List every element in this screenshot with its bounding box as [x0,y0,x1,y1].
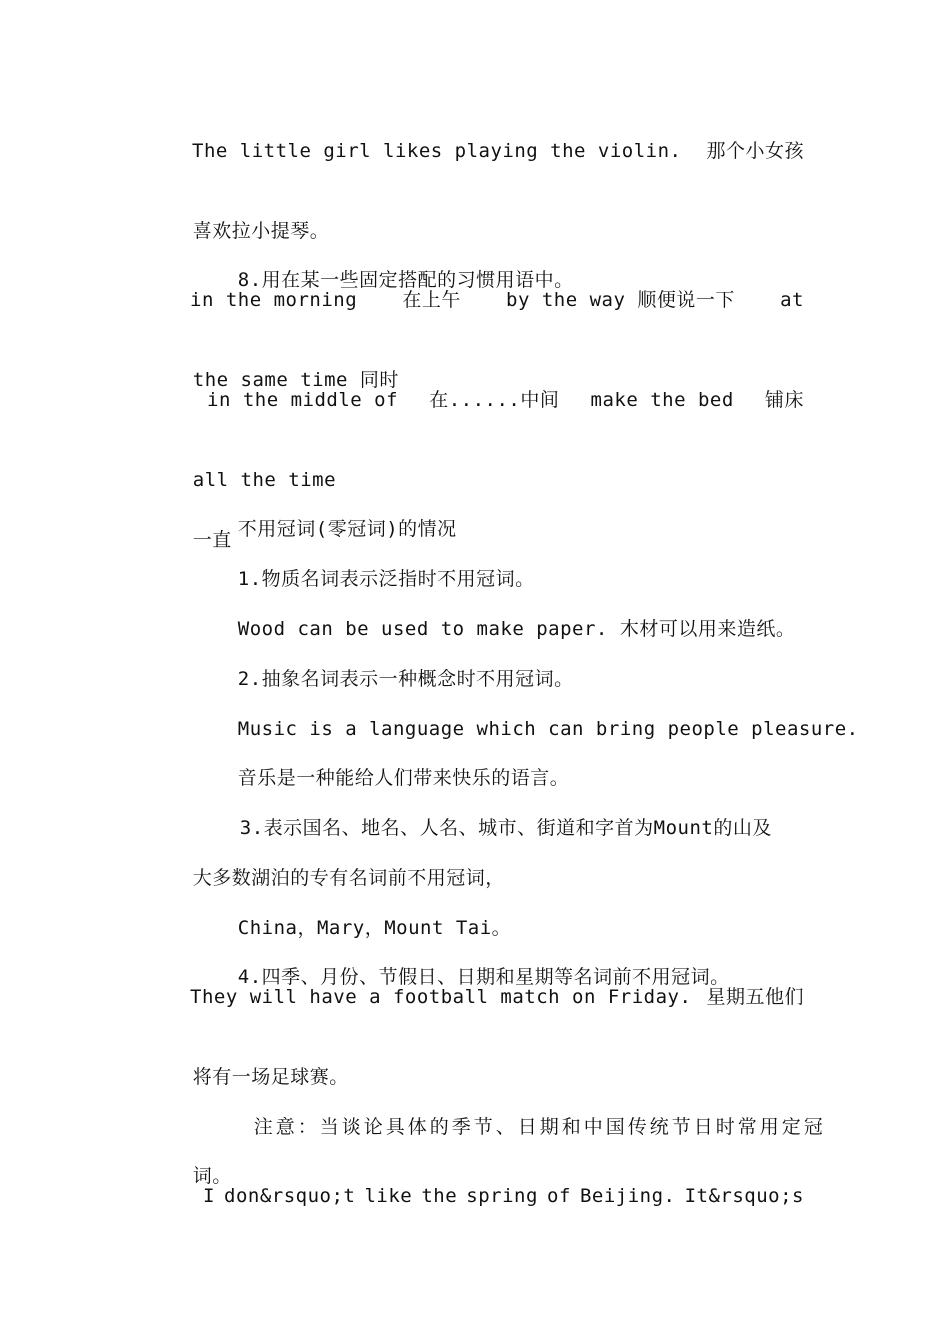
line-segment: 那个小女孩 [706,140,804,162]
line-segment: 1.物质名词表示泛指时不用冠词。 [237,568,535,590]
line-segment: 喜欢拉小提琴。 [192,220,330,242]
line-segment: by the way 顺便说一下 [506,289,735,311]
text-line [190,235,574,291]
line-segment: the [421,1185,458,1207]
line-segment: The little girl likes playing the violin. [192,140,682,162]
text-line [190,982,804,1012]
line-segment: at [780,289,804,311]
text-line [192,136,804,166]
text-line [190,285,804,315]
line-segment: 词。 [192,1165,232,1187]
text-line [190,733,570,789]
text-line [203,1181,804,1211]
text-line [145,833,505,889]
line-segment: the same time 同时 [192,369,399,391]
line-segment: 8.用在某一些固定搭配的习惯用语中。 [237,269,574,291]
line-segment: like [364,1185,413,1207]
text-line [190,584,796,640]
line-segment: 注意：当谈论具体的季节、日期和中国传统节日时常用定冠 [253,1116,826,1138]
line-segment: 一直 [192,529,232,551]
text-line [196,1082,826,1138]
line-segment: 音乐是一种能给人们带来快乐的语言。 [237,767,570,789]
line-segment: in the middle of [207,389,399,411]
line-segment: Beijing. [579,1185,676,1207]
line-segment: 2.抽象名词表示一种概念时不用冠词。 [237,668,574,690]
line-segment: 铺床 [764,389,804,411]
line-segment: 大多数湖泊的专有名词前不用冠词， [192,867,505,889]
line-segment: Music is a language which can bring people pleasure. [237,718,859,740]
text-line [190,634,574,690]
text-line [145,435,337,551]
line-segment: make the bed [590,389,734,411]
line-segment: spring [466,1185,538,1207]
line-segment: in the morning [190,289,358,311]
line-segment: 不用冠词(零冠词)的情况 [237,518,457,540]
text-line [192,783,772,839]
line-segment: Wood can be used to make paper. 木材可以用来造纸。 [237,618,796,640]
text-line [207,385,804,415]
line-segment: China，Mary，Mount Tai。 [237,917,512,939]
line-segment: of [547,1185,571,1207]
text-line [145,1032,349,1088]
text-line [190,883,512,939]
text-line [190,534,535,590]
text-line [190,684,859,740]
line-segment: It&rsquo;s [684,1185,804,1207]
line-segment: 在......中间 [429,389,560,411]
line-segment: I [203,1185,215,1207]
text-line [190,932,730,988]
line-segment: 4.四季、月份、节假日、日期和星期等名词前不用冠词。 [237,966,730,988]
line-segment: 3.表示国名、地名、人名、城市、街道和字首为Mount的山及 [239,817,772,839]
line-segment: 将有一场足球赛。 [192,1066,349,1088]
text-line [145,186,330,242]
line-segment: 在上午 [402,289,461,311]
text-line [145,1131,232,1187]
line-segment: don&rsquo;t [224,1185,356,1207]
line-segment: all the time [192,469,337,491]
line-segment: They will have a football match on Friday. [190,986,692,1008]
text-line [145,335,399,391]
line-segment: 星期五他们 [706,986,804,1008]
